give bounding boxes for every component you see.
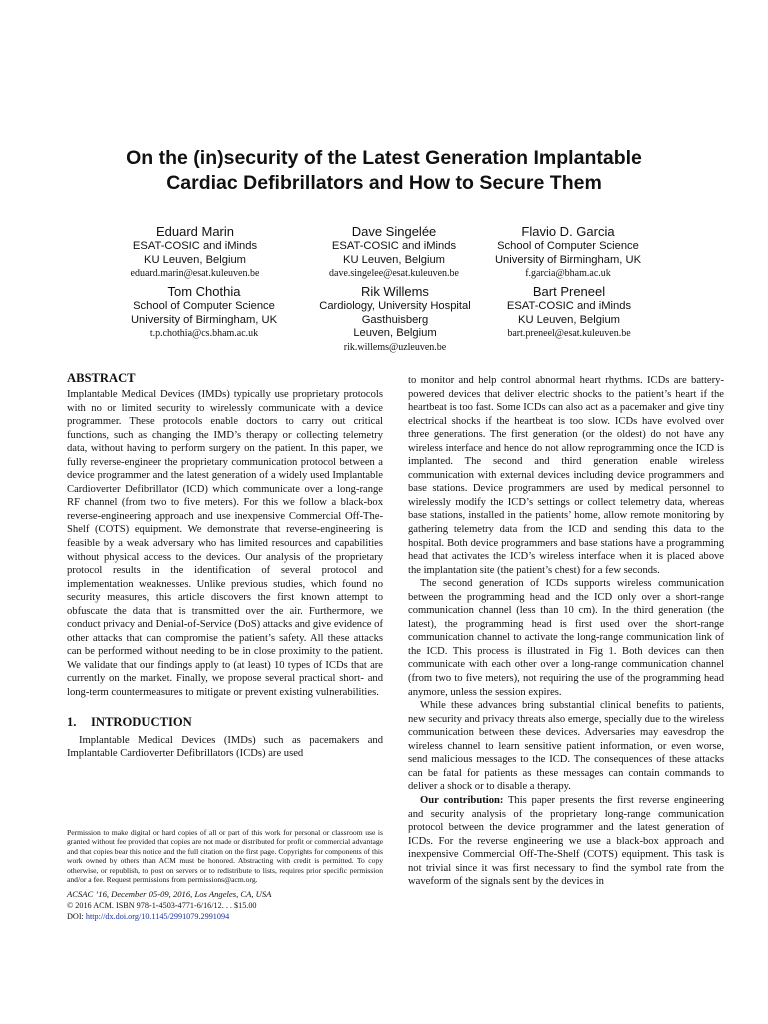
author-affiliation: KU Leuven, Belgium <box>343 253 445 266</box>
author-email: bart.preneel@esat.kuleuven.be <box>507 328 631 339</box>
author-email: eduard.marin@esat.kuleuven.be <box>130 268 260 279</box>
author-email: f.garcia@bham.ac.uk <box>525 268 611 279</box>
right-column <box>408 374 724 889</box>
author-card <box>80 224 310 280</box>
author-email: rik.willems@uzleuven.be <box>343 341 447 353</box>
title-line-2: Cardiac Defibrillators and How to Secure Them <box>166 172 602 194</box>
author-name: Rik Willems <box>361 284 429 299</box>
author-affiliation: University of Birmingham, UK <box>130 313 278 326</box>
author-affiliation: ESAT-COSIC and iMinds <box>506 300 632 312</box>
doi-line <box>67 911 383 922</box>
author-affiliation: KU Leuven, Belgium <box>144 253 246 266</box>
paragraph: to monitor and help control abnormal heart rhythms. ICDs are battery-powered devices that deliver electric shocks to the patient’s heart if the heartbeat is too fast. Some ICDs can also act as a pacemaker and give tiny electrical shocks if the heartbeat is too slow. ICDs have evolved over three generations. The first generation (or the oldest) do not have any wireless interface and hence do not allow reprogramming once the ICD is implanted. The second and third generation enable wireless communication with external devices including device programmers and base stations. Device programmers are used by medical personnel to wirelessly modify the ICD’s settings or collect telemetry data, whereas base stations, installed in the patients’ home, allow remote monitoring by gathering telemetry data from the ICD and sending this data to the hospital. Both device programmers and base stations have a programming head that activates the ICD’s wireless interface when it is placed above the implantation site (the patient’s chest) for a few seconds. <box>408 375 724 576</box>
section-number: 1. <box>67 714 77 729</box>
title-line-1: On the (in)security of the Latest Generation Implantable <box>126 147 642 169</box>
paper-title <box>0 146 768 196</box>
author-affiliation: Gasthuisberg <box>361 313 429 326</box>
doi-label: DOI: <box>67 912 84 922</box>
author-email: t.p.chothia@cs.bham.ac.uk <box>149 328 259 339</box>
copyright-line: © 2016 ACM. ISBN 978-1-4503-4771-6/16/12. . . $15.00 <box>67 901 257 911</box>
author-affiliation: ESAT-COSIC and iMinds <box>132 240 258 252</box>
copyright-footnote <box>67 828 383 922</box>
author-name: Eduard Marin <box>155 224 235 239</box>
author-name: Bart Preneel <box>532 284 606 299</box>
author-affiliation: ESAT-COSIC and iMinds <box>331 240 457 252</box>
author-email: dave.singelee@esat.kuleuven.be <box>329 268 459 279</box>
introduction-text: Implantable Medical Devices (IMDs) such as pacemakers and Implantable Cardioverter Defibrillators (ICDs) are used <box>67 734 383 760</box>
author-card <box>453 224 683 280</box>
author-affiliation: School of Computer Science <box>497 240 639 252</box>
contribution-lead: Our contribution: <box>420 794 504 806</box>
author-affiliation: KU Leuven, Belgium <box>518 313 620 326</box>
paragraph: While these advances bring substantial clinical benefits to patients, new security and privacy threats also emerge, specially due to the wireless communication between these devices. Adversaries may eavesdrop the wireless channel to learn sensitive patient information, or even worse, send malicious messages to the ICD. The consequences of these attacks can be fatal for patients as these messages can contain commands to deliver a shock or to disable a therapy. <box>408 700 724 793</box>
abstract-text: Implantable Medical Devices (IMDs) typically use proprietary protocols with no or limited security to wirelessly communicate with a device programmer. These protocols enable doctors to carry out critical functions, such as changing the IMD’s therapy or collecting telemetry data, without having to perform surgery on the patient. In this paper, we fully reverse-engineer the proprietary communication protocol between a device programmer and the latest generation of a widely used Implantable Cardioverter Defibrillator (ICD) which communicate over a long-range RF channel (from two to five meters). For this we follow a black-box reverse-engineering approach and use inexpensive Commercial Off-The-Shelf (COTS) equipment. We demonstrate that reverse-engineering is feasible by a weak adversary who has limited resources and capabilities without physical access to the devices. Our analysis of the proprietary protocol results in the identification of several protocol and implementation weaknesses. Unlike previous studies, which found no security measures, this article discovers the first known attempt to obfuscate the data that is transmitted over the air. Furthermore, we conduct privacy and Denial-of-Service (DoS) attacks and give evidence of other attacks that can compromise the patient’s safety. All these attacks can be performed without needing to be in close proximity to the patient. We validate that our findings apply to (at least) 10 types of ICDs that are currently on the market. Finally, we propose several practical short- and long-term countermeasures to mitigate or prevent existing vulnerabilities. <box>67 389 383 699</box>
contribution-text: This paper presents the first reverse engineering and security analysis of the proprietary long-range communication protocol between the device programmer and the latest generation of ICDs. For the reverse engineering we use a black-box approach and inexpensive Commercial Off-The-Shelf (COTS) equipment. This task is not trivial since it was first necessary to find the symbol rate from the waveform of the signals sent by the devices in <box>408 794 725 888</box>
author-affiliation: School of Computer Science <box>133 300 275 312</box>
left-column <box>67 370 383 761</box>
abstract-heading: ABSTRACT <box>67 371 136 385</box>
venue-line: ACSAC ’16, December 05-09, 2016, Los Angeles, CA, USA <box>67 889 272 900</box>
doi-link[interactable]: http://dx.doi.org/10.1145/2991079.2991094 <box>85 912 230 922</box>
introduction-heading <box>67 714 383 730</box>
author-affiliation: Leuven, Belgium <box>353 327 437 339</box>
author-name: Flavio D. Garcia <box>521 224 615 239</box>
author-affiliation: University of Birmingham, UK <box>494 253 642 266</box>
section-title: INTRODUCTION <box>91 714 192 729</box>
paragraph: The second generation of ICDs supports wireless communication between the programming head and the ICD only over a short-range communication channel (less than 10 cm). In the third generation (the latest), the programming head is first used over the short-range communication channel to activate the long-range communication link of the ICD. This process is illustrated in Fig 1. Both devices can then communicate with each other over a long-range communication channel (from two to five meters), not requiring the use of the programming head anymore, unless the session expires. <box>408 578 724 698</box>
author-card <box>454 284 684 340</box>
author-affiliation: Cardiology, University Hospital <box>319 300 471 312</box>
author-name: Dave Singelée <box>351 224 437 239</box>
author-name: Tom Chothia <box>167 284 241 299</box>
permission-notice: Permission to make digital or hard copies of all or part of this work for personal or classroom use is granted without fee provided that copies are not made or distributed for profit or commercial advantage and that copies bear this notice and the full citation on the first page. Copyrights for components of this work owned by others than ACM must be honored. Abstracting with credit is permitted. To copy otherwise, or republish, to post on servers or to redistribute to lists, requires prior specific permission and/or a fee. Request permissions from permissions@acm.org. <box>67 828 383 885</box>
paragraph <box>408 794 724 889</box>
